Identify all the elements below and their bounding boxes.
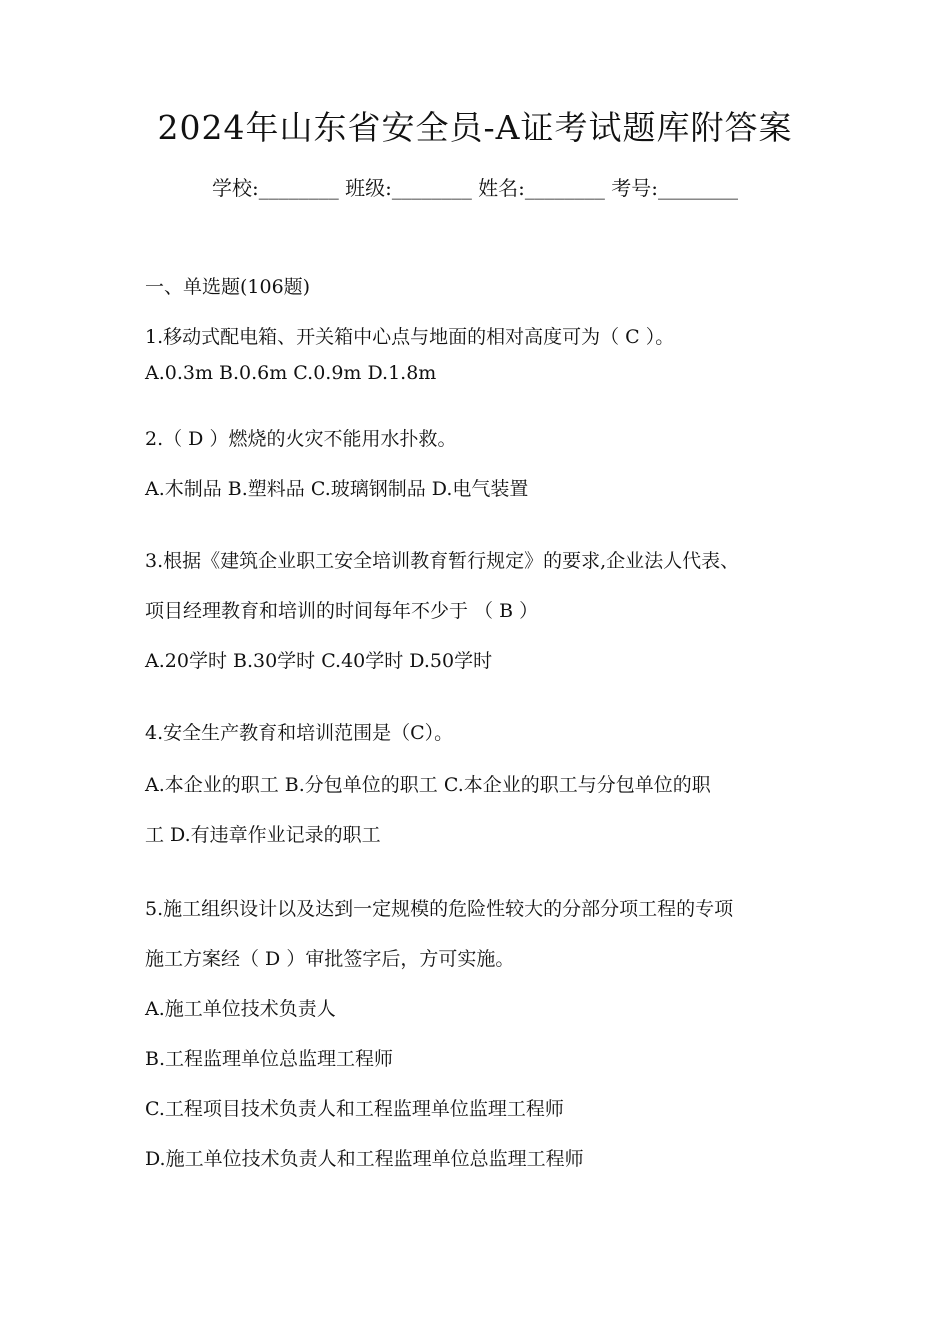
question-1-stem: 1.移动式配电箱、开关箱中心点与地面的相对高度可为（ C ）。 [145,326,675,348]
question-3-stem-line-2: 项目经理教育和培训的时间每年不少于 （ B ） [145,600,539,622]
question-5-option-d: D.施工单位技术负责人和工程监理单位总监理工程师 [145,1148,584,1170]
question-5-stem-line-1: 5.施工组织设计以及达到一定规模的危险性较大的分部分项工程的专项 [145,898,734,920]
question-4-options-line-2: 工 D.有违章作业记录的职工 [145,824,381,846]
question-2-stem: 2.（ D ）燃烧的火灾不能用水扑救。 [145,428,457,450]
question-4-stem: 4.安全生产教育和培训范围是（C）。 [145,722,454,744]
question-5-option-a: A.施工单位技术负责人 [145,998,336,1020]
question-3-stem-line-1: 3.根据《建筑企业职工安全培训教育暂行规定》的要求,企业法人代表、 [145,550,740,572]
question-1-options: A.0.3m B.0.6m C.0.9m D.1.8m [145,362,437,384]
student-info-line: 学校:________ 班级:________ 姓名:________ 考号:________ [211,176,739,200]
question-5-option-b: B.工程监理单位总监理工程师 [145,1048,394,1070]
document-title: 2024年山东省安全员-A证考试题库附答案 [157,108,793,147]
question-4-options-line-1: A.本企业的职工 B.分包单位的职工 C.本企业的职工与分包单位的职 [145,774,711,796]
question-3-options: A.20学时 B.30学时 C.40学时 D.50学时 [145,650,493,672]
question-2-options: A.木制品 B.塑料品 C.玻璃钢制品 D.电气装置 [145,478,529,500]
question-5-stem-line-2: 施工方案经（ D ）审批签字后，方可实施。 [145,948,515,970]
question-5-option-c: C.工程项目技术负责人和工程监理单位监理工程师 [145,1098,564,1120]
section-heading: 一、单选题(106题) [145,276,311,298]
